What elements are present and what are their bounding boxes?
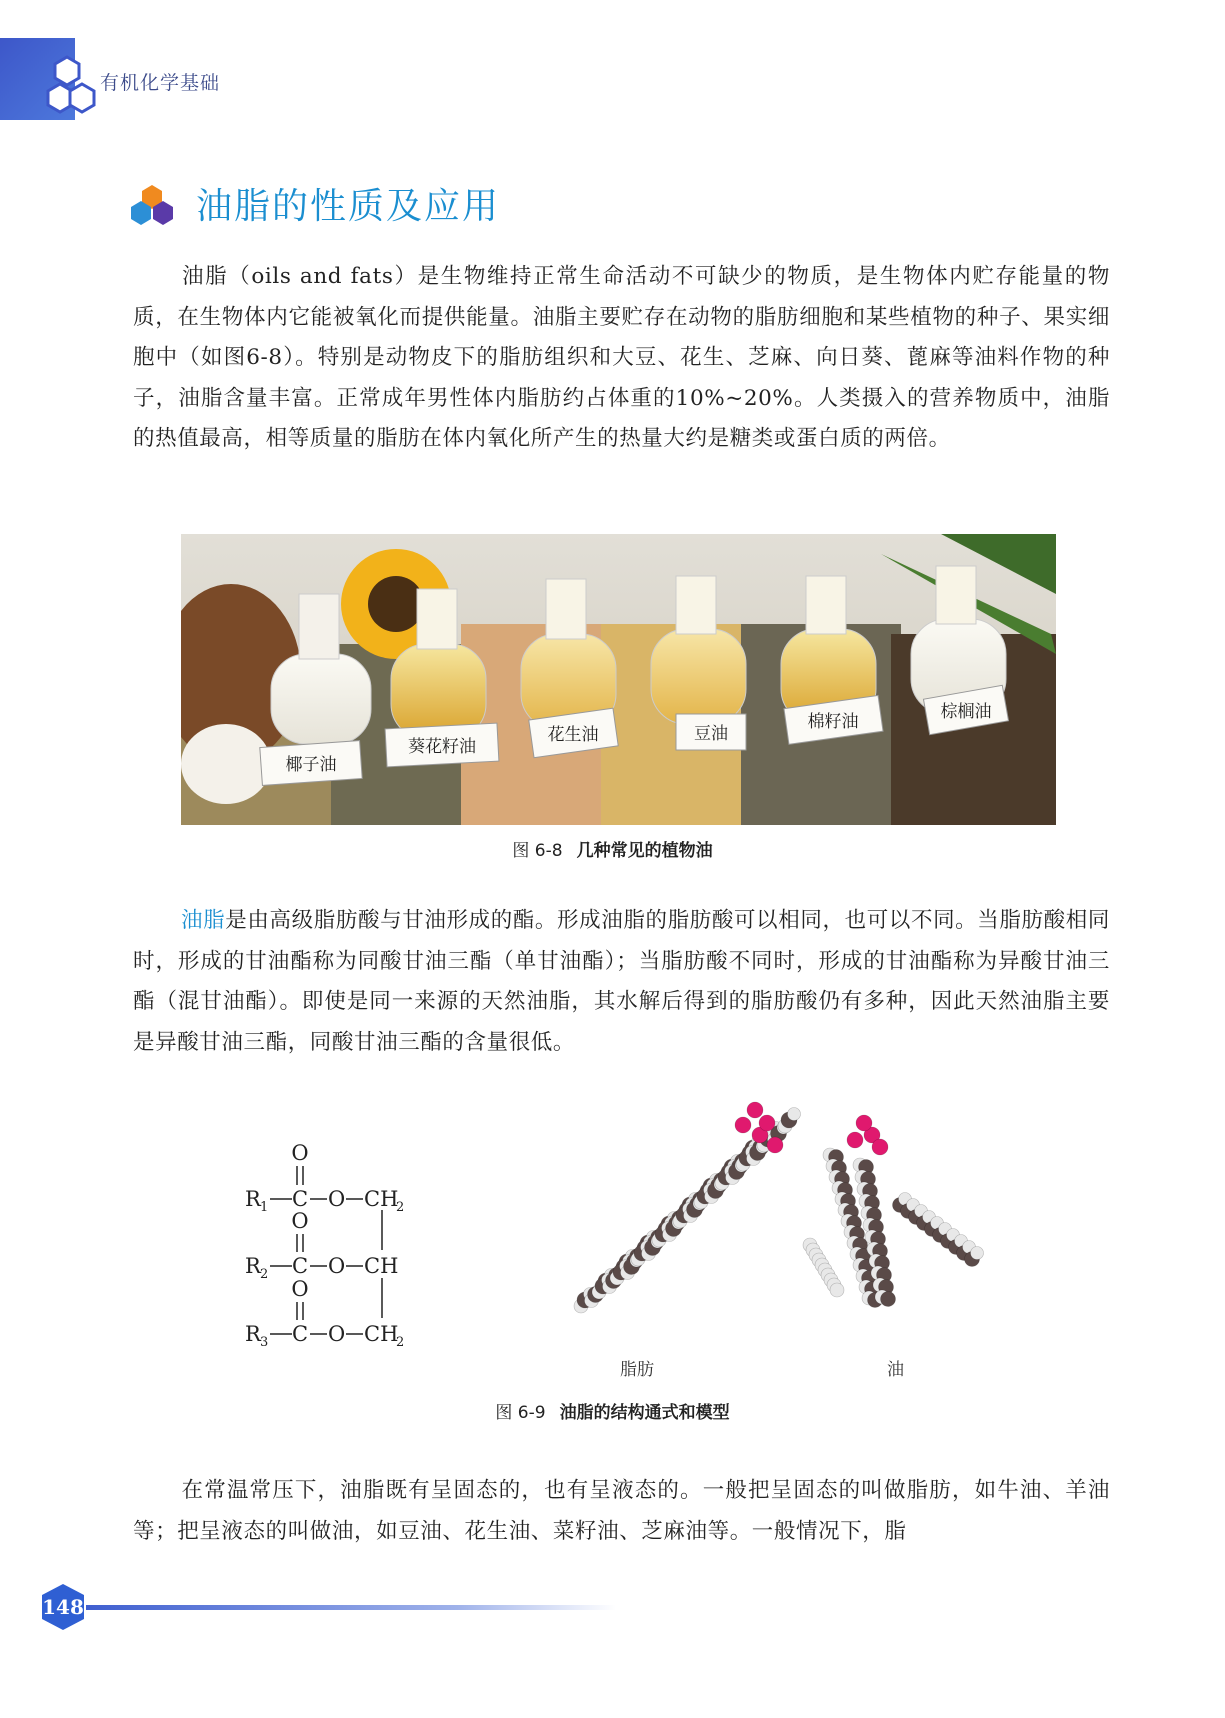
formula-carbon-2: C [291,1254,309,1278]
paragraph-intro-text: 油脂（oils and fats）是生物维持正常生命活动不可缺少的物质，是生物体内贮存能量的物质，在生物体内它能被氧化而提供能量。油脂主要贮存在动物的脂肪细胞和某些植物的种子、果实细胞中（如图6-8）。特别是动物皮下的脂肪组织和大豆、花生、芝麻、向日葵、蓖麻等油料作物的种子，油脂含量丰富。正常成年男性体内脂肪约占体重的10%~20%。人类摄入的营养物质中，油脂的热值最高，相等质量的脂肪在体内氧化所产生的热量大约是糖类或蛋白质的两倍。 [133,264,1110,451]
paragraph-states [133,1471,1110,1552]
oil-label-palm: 棕榈油 [940,702,992,722]
oil-label-peanut: 花生油 [547,725,599,745]
oil-model-label: 油 [887,1360,904,1380]
figure2-caption-number: 图 6-9 [495,1403,546,1423]
hexagon-logo-icon [45,55,105,117]
oxygen-atom [847,1132,863,1148]
paragraph-structure [133,901,1110,1063]
page-number: 148 [42,1595,84,1619]
fat-model-label: 脂肪 [620,1360,654,1380]
formula-r2-sub: 2 [260,1267,269,1282]
book-title: 有机化学基础 [100,72,221,94]
formula-r1-sub: 1 [260,1200,269,1215]
formula-ch2-top: CH [364,1187,399,1211]
figure1-caption [0,836,1225,861]
formula-ch-middle: CH [364,1254,399,1278]
footer-rule [86,1605,616,1610]
carbon-atom [881,1292,896,1307]
formula-oxygen-3: O [291,1277,309,1301]
figure2-caption [0,1398,1225,1423]
keyword-oils: 油脂 [181,908,226,933]
oil-molecule-model [800,1095,1015,1330]
oil-label-soybean: 豆油 [694,724,728,744]
formula-oxygen-1: O [291,1141,309,1165]
formula-carbon-1: C [291,1187,309,1211]
formula-r3: R [245,1322,261,1346]
hydrogen-atom [971,1247,984,1260]
triglyceride-formula [230,1138,450,1358]
figure1-caption-text: 几种常见的植物油 [576,841,713,861]
oil-label-coconut: 椰子油 [285,755,337,775]
figure-vegetable-oils [181,534,1056,825]
figure1-caption-number: 图 6-8 [512,841,563,861]
fat-molecule-model [555,1095,815,1330]
figure2-caption-text: 油脂的结构通式和模型 [559,1403,730,1423]
section-title: 油脂的性质及应用 [196,186,501,227]
oil-label-sunflower: 葵花籽油 [408,737,476,757]
formula-carbon-3: C [291,1322,309,1346]
paragraph-structure-text: 是由高级脂肪酸与甘油形成的酯。形成油脂的脂肪酸可以相同，也可以不同。当脂肪酸相同时，形成的甘油酯称为同酸甘油三酯（单甘油酯）；当脂肪酸不同时，形成的甘油酯称为异酸甘油三酯（混甘油酯）。即使是同一来源的天然油脂，其水解后得到的脂肪酸仍有多种，因此天然油脂主要是异酸甘油三酯，同酸甘油三酯的含量很低。 [133,908,1110,1055]
formula-ch2-bottom-sub: 2 [396,1335,405,1350]
oxygen-atom [735,1117,751,1133]
formula-r2: R [245,1254,261,1278]
formula-r1: R [245,1187,261,1211]
paragraph-states-text: 在常温常压下，油脂既有呈固态的，也有呈液态的。一般把呈固态的叫做脂肪，如牛油、羊油等；把呈液态的叫做油，如豆油、花生油、菜籽油、芝麻油等。一般情况下，脂 [133,1478,1110,1544]
formula-ch2-top-sub: 2 [396,1200,405,1215]
formula-ester-oxygen-1: O [328,1187,346,1211]
oxygen-atom [872,1139,888,1155]
oil-label-cottonseed: 棉籽油 [807,712,859,732]
formula-ch2-bottom: CH [364,1322,399,1346]
oxygen-atom [767,1137,783,1153]
paragraph-intro [133,257,1110,460]
oxygen-atom [747,1102,763,1118]
hydrogen-atom [830,1283,844,1297]
formula-oxygen-2: O [291,1209,309,1233]
formula-r3-sub: 3 [260,1335,269,1350]
hydrogen-atom [788,1108,801,1121]
oxygen-atom [856,1115,872,1131]
formula-ester-oxygen-3: O [328,1322,346,1346]
formula-ester-oxygen-2: O [328,1254,346,1278]
cubes-icon [130,183,174,225]
oxygen-atom [759,1115,775,1131]
